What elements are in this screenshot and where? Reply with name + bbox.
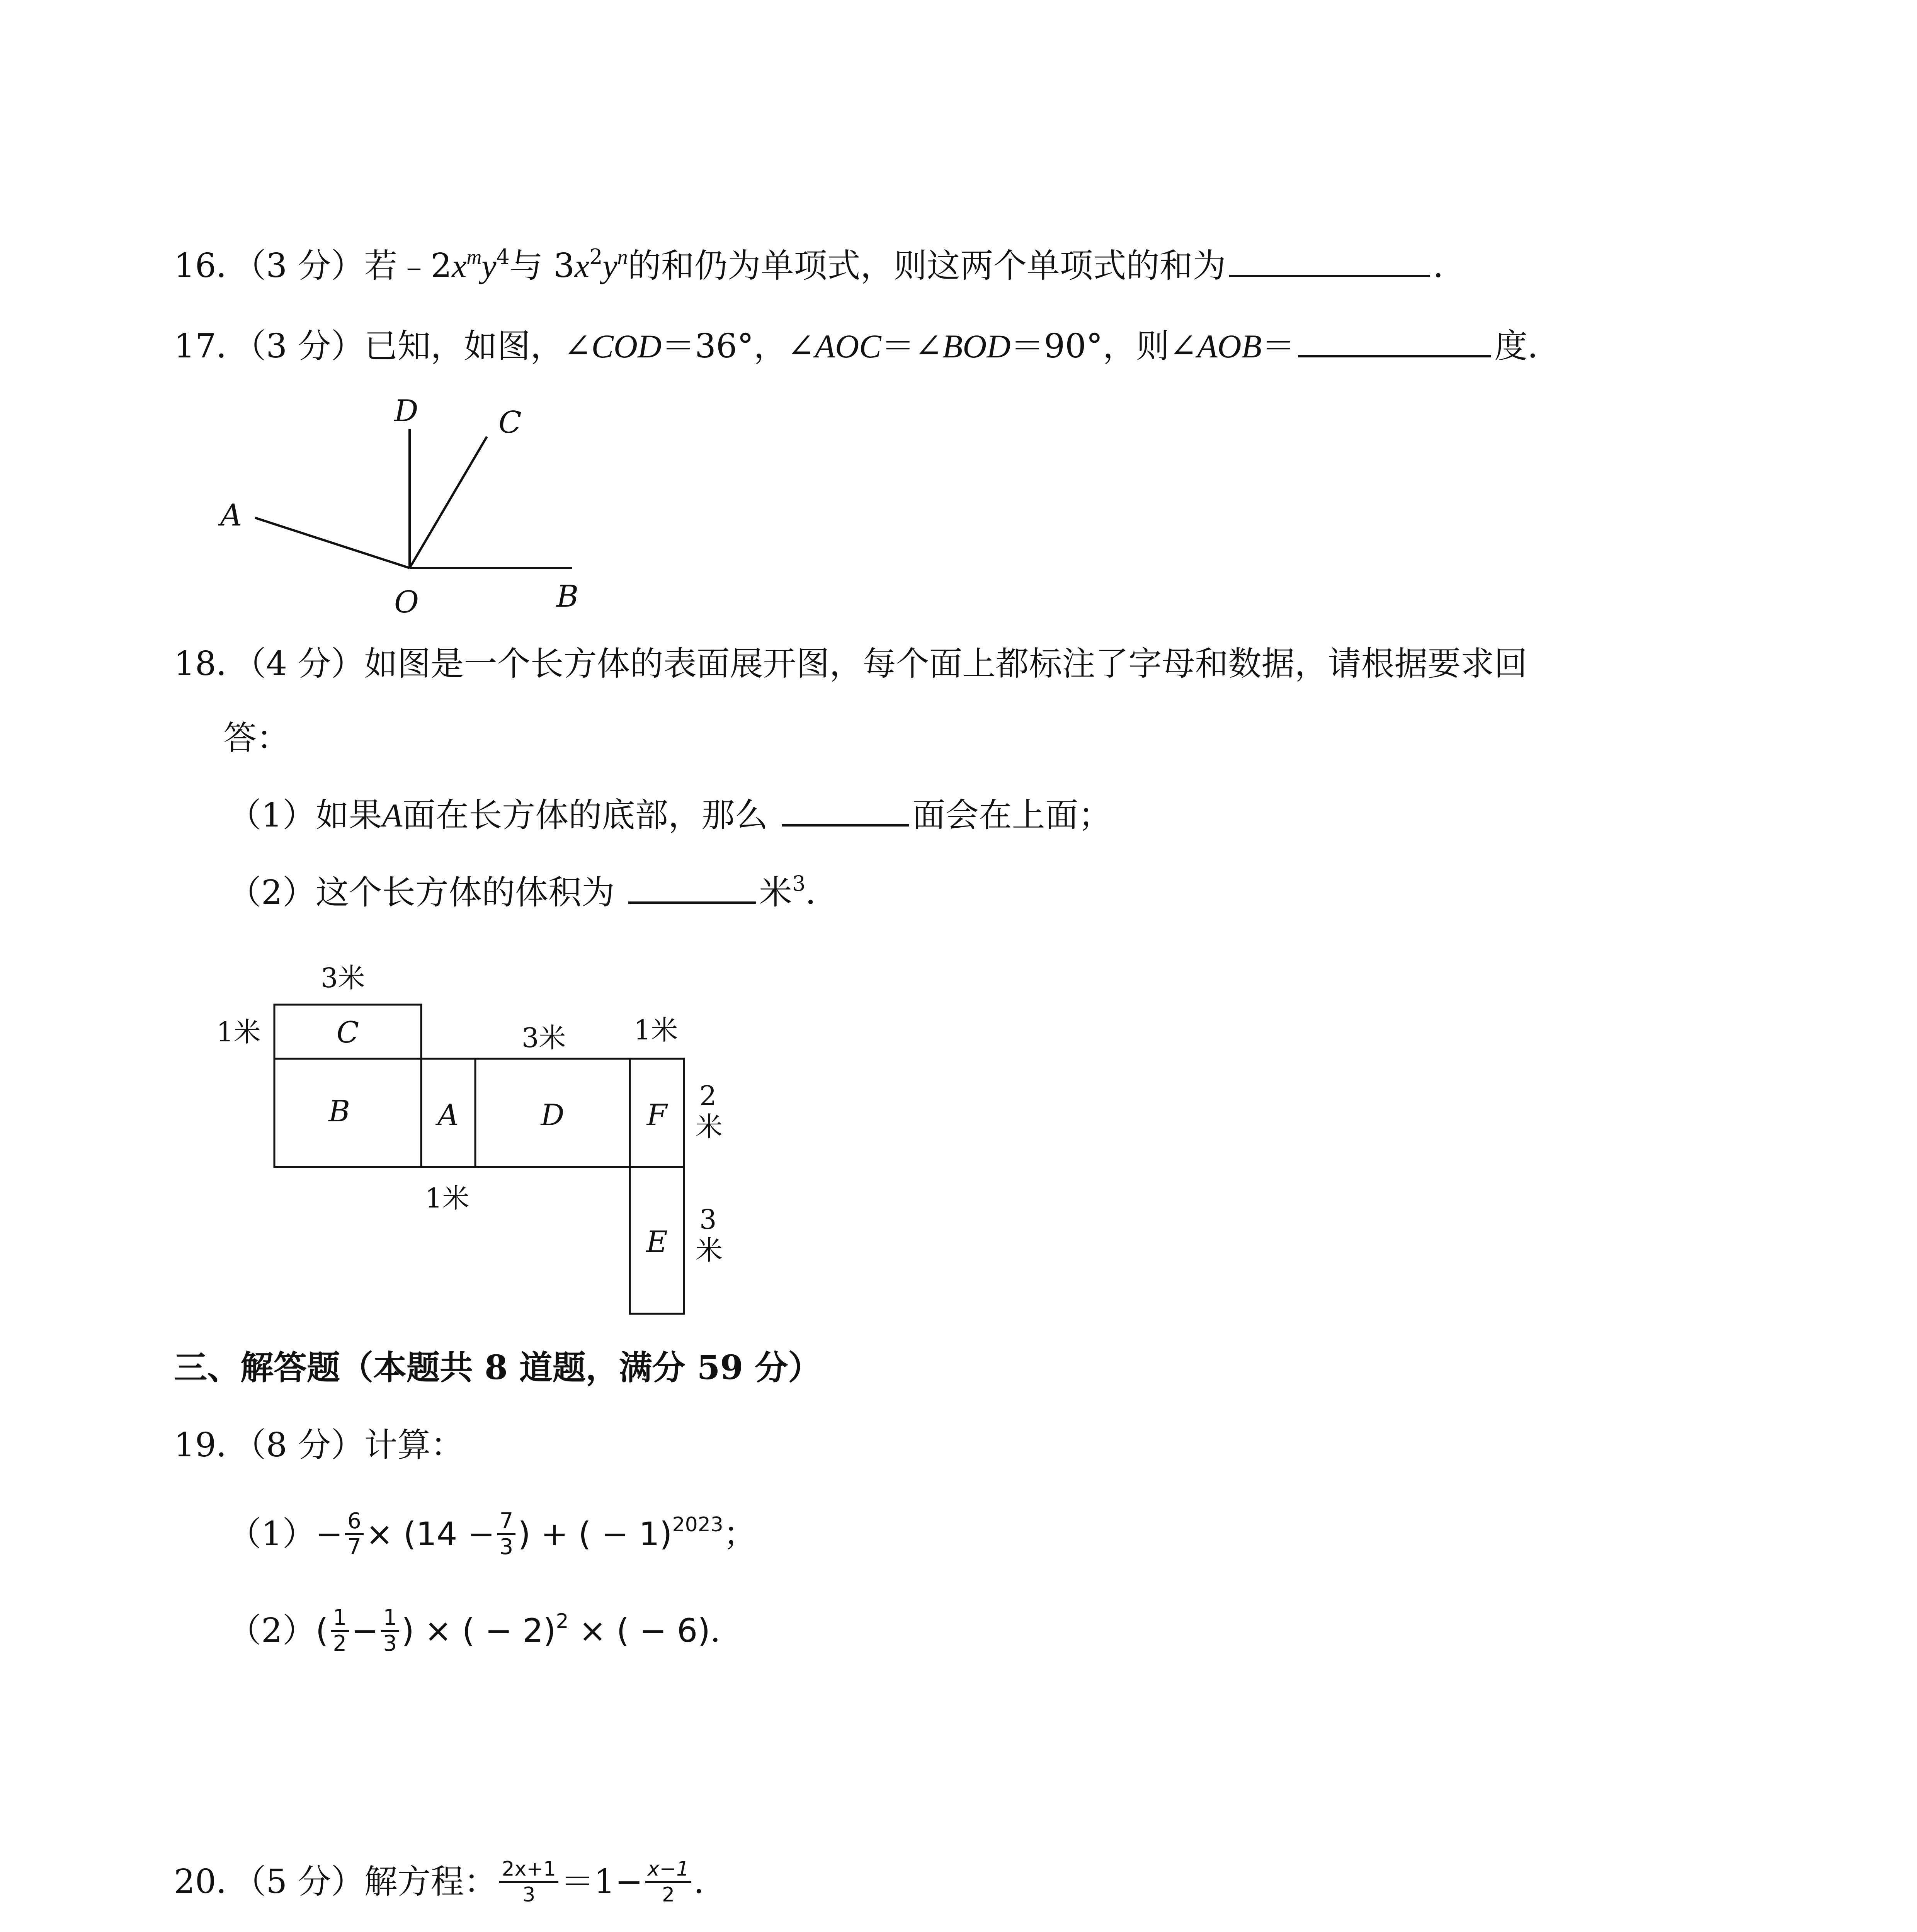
dim-a-width: 1米: [425, 1182, 469, 1214]
dim-e-height-num: 3: [699, 1204, 717, 1235]
question-17: 17．（3 分）已知，如图，∠COD＝36°，∠AOC＝∠BOD＝90°，则∠AOB＝ 度．: [174, 327, 1561, 366]
face-e-label: E: [646, 1225, 668, 1259]
dim-c-height: 1米: [216, 1016, 261, 1048]
label-d: D: [394, 394, 418, 429]
face-d-label: D: [541, 1098, 565, 1132]
question-18-sub2: （2）这个长方体的体积为 米$^3$．: [228, 871, 839, 912]
face-f-label: F: [646, 1098, 667, 1132]
cuboid-net-figure: [193, 943, 773, 1321]
question-19-part1: （1）− $\frac{6}{7}$ × (14 − $\frac{7}{3}$ ) + ( − 1)$^{2023}$；: [228, 1509, 757, 1560]
fraction: $\frac{6}{7}$: [345, 1509, 364, 1559]
label-b: B: [556, 579, 579, 614]
dim-d-width: 3米: [522, 1022, 566, 1054]
section-3-heading: 三、解答题（本题共 8 道题，满分 59 分）: [174, 1348, 822, 1387]
face-a-label: A: [437, 1098, 459, 1132]
answer-blank-18-1[interactable]: [782, 797, 909, 827]
question-19-part2: （2）( $\frac{1}{2}$ − $\frac{1}{3}$ ) × ( − 2)$^2$ × ( − 6)．: [228, 1605, 743, 1656]
label-c: C: [498, 405, 522, 440]
dim-c-width: 3米: [321, 962, 365, 994]
fraction: $\frac{1}{3}$: [381, 1606, 400, 1656]
fraction: $\frac{7}{3}$: [497, 1509, 516, 1559]
question-16: 16．（3 分）若$﹣2x^my^4$与 $3x^2y^n$的和仍为单项式，则这两个单项式的和为 ．: [174, 245, 1466, 285]
face-b-label: B: [328, 1094, 350, 1128]
dim-e-height-unit: 米: [696, 1235, 723, 1266]
dim-f-height-unit: 米: [696, 1111, 723, 1143]
question-20: 20．（5 分）解方程： $\frac{2x+1}{3}$ ＝1− $\frac{x-1}{2}$ ．: [174, 1857, 727, 1906]
question-18-line1: 18．（4 分）如图是一个长方体的表面展开图，每个面上都标注了字母和数据，请根据要求回: [174, 645, 1527, 683]
answer-blank-17[interactable]: [1298, 328, 1491, 357]
answer-blank-18-2[interactable]: [628, 874, 756, 904]
label-o: O: [394, 585, 419, 620]
ray-oc: [410, 437, 487, 568]
question-19: 19．（8 分）计算：: [174, 1426, 464, 1464]
answer-blank-16[interactable]: [1229, 248, 1430, 277]
fraction: $\frac{x-1}{2}$: [645, 1857, 691, 1907]
ray-oa: [255, 518, 410, 568]
fraction: $\frac{2x+1}{3}$: [499, 1857, 558, 1907]
face-c-label: C: [336, 1015, 359, 1049]
dim-f-width: 1米: [634, 1014, 678, 1046]
label-a: A: [220, 498, 242, 533]
dim-f-height-num: 2: [699, 1080, 717, 1112]
question-18-line2: 答：: [223, 719, 290, 757]
fraction: $\frac{1}{2}$: [331, 1606, 349, 1656]
question-18-sub1: （1）如果A面在长方体的底部，那么 面会在上面；: [228, 796, 1112, 835]
angle-figure: [209, 386, 634, 634]
